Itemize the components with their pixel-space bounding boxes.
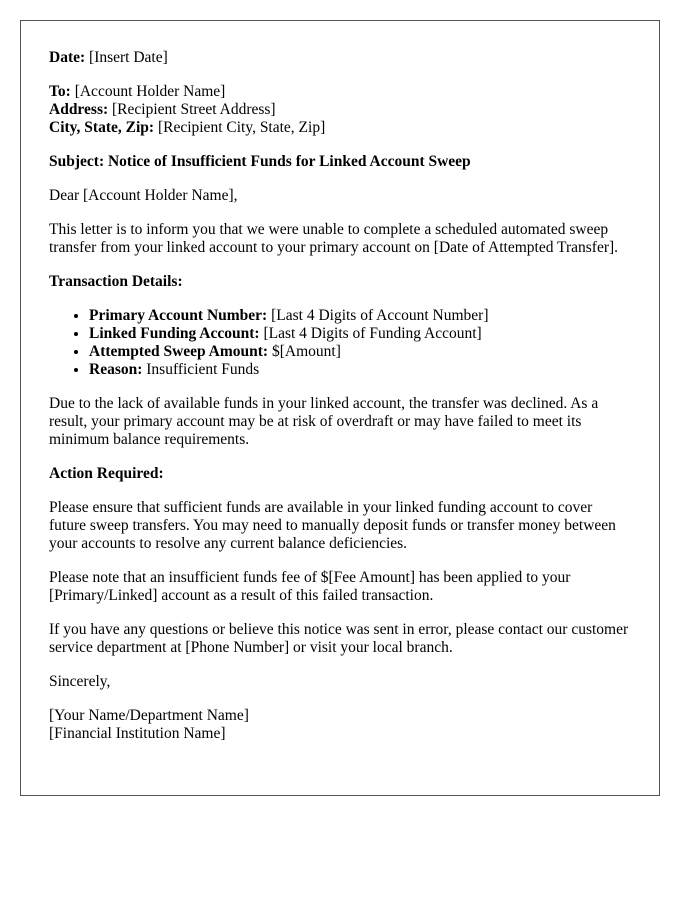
fee-notice-paragraph: Please note that an insufficient funds fee of $[Fee Amount] has been applied to your [Primary/Linked] account as a result of this failed transaction. (49, 569, 571, 604)
intro-paragraph: This letter is to inform you that we were unable to complete a scheduled automated sweep transfer from your linked account to your primary account on [Date of Attempted Transfer]. (49, 221, 619, 256)
signature-block (49, 707, 631, 743)
to-value: [Account Holder Name] (74, 83, 226, 100)
date-value: [Insert Date] (89, 49, 168, 66)
detail-value: [Last 4 Digits of Account Number] (271, 307, 489, 324)
address-line (49, 101, 631, 119)
to-line (49, 83, 631, 101)
list-item (89, 307, 631, 325)
detail-label: Reason: (89, 361, 143, 378)
closing: Sincerely, (49, 673, 111, 690)
explanation-paragraph: Due to the lack of available funds in your linked account, the transfer was declined. As a result, your primary account may be at risk of overdraft or may have failed to meet its minimum balance requirements. (49, 395, 599, 448)
signature-institution: [Financial Institution Name] (49, 725, 226, 742)
recipient-block (49, 83, 631, 137)
detail-label: Linked Funding Account: (89, 325, 260, 342)
list-item (89, 325, 631, 343)
date-line (49, 49, 631, 67)
detail-label: Attempted Sweep Amount: (89, 343, 269, 360)
list-item (89, 361, 631, 379)
signature-name: [Your Name/Department Name] (49, 707, 249, 724)
date-label: Date: (49, 49, 86, 66)
transaction-details-list (49, 307, 631, 379)
to-label: To: (49, 83, 71, 100)
action-paragraph: Please ensure that sufficient funds are available in your linked funding account to cover future sweep transfers. You may need to manually deposit funds or transfer money between your accounts to resolve any current balance deficiencies. (49, 499, 616, 552)
address-label: Address: (49, 101, 109, 118)
subject-line: Subject: Notice of Insufficient Funds for Linked Account Sweep (49, 153, 471, 170)
letter-page (20, 20, 660, 796)
address-value: [Recipient Street Address] (112, 101, 276, 118)
detail-value: $[Amount] (271, 343, 341, 360)
city-value: [Recipient City, State, Zip] (157, 119, 326, 136)
city-label: City, State, Zip: (49, 119, 155, 136)
transaction-heading: Transaction Details: (49, 273, 183, 290)
action-heading: Action Required: (49, 465, 164, 482)
detail-label: Primary Account Number: (89, 307, 268, 324)
detail-value: [Last 4 Digits of Funding Account] (263, 325, 482, 342)
salutation: Dear [Account Holder Name], (49, 187, 238, 204)
list-item (89, 343, 631, 361)
detail-value: Insufficient Funds (146, 361, 260, 378)
city-line (49, 119, 631, 137)
contact-paragraph: If you have any questions or believe this notice was sent in error, please contact our customer service department at [Phone Number] or visit your local branch. (49, 621, 629, 656)
